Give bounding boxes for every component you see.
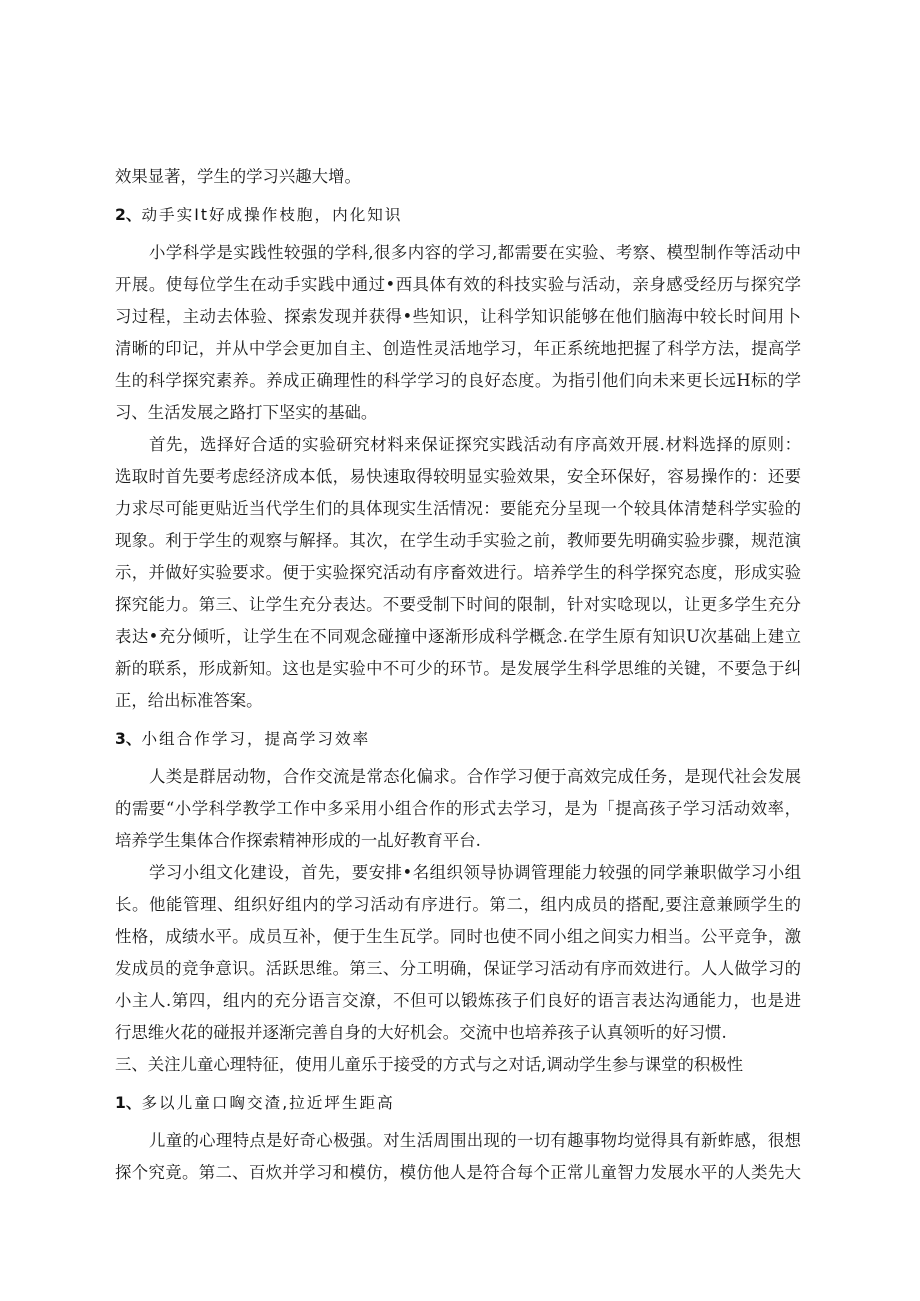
paragraph-children (115, 1125, 801, 1189)
paragraph-line: 探究能力。第三、让学生充分表达。不要受制下时间的限制，针对实唸现以，让更多学生充分 (115, 595, 801, 614)
heading-hands-on-practice (115, 199, 801, 231)
paragraph-line: 发成员的竞争意识。活跃思维。第三、分工明确，保证学习活动有序而效进行。人人做学习的 (115, 959, 801, 978)
paragraph-line: 探个究竟。第二、百炊并学习和模仿，模仿他人是符合每个正常儿童智力发展水平的人类先大 (115, 1163, 801, 1182)
paragraph-line: 人类是群居动物，合作交流是常态化偏求。合作学习便于高效完成任务，是现代社会发展 (149, 767, 801, 786)
paragraph-line: 长。他能管理、组织好组内的学习活动有序进行。第二，组内成员的搭配,要注意兼顾学生的 (115, 895, 801, 914)
paragraph-line: 示，并做好实验要求。便于实验探究活动有序畜效进行。培养学生的科学探究态度，形成实验 (115, 563, 801, 582)
heading-child-language (115, 1087, 801, 1119)
paragraph-line: 的需要“小学科学教学工作中多采用小组合作的形式去学习，是为「提高孩子学习活动效率， (115, 799, 801, 818)
section-title-three: 三、关注儿童心理特征，使用儿童乐于接受的方式与之对话,调动学生参与课堂的积极性 (115, 1055, 744, 1074)
paragraph-line: 生的科学探究素养。养成正确理性的科学学习的良好态度。为指引他们向未来更长远H标的学 (115, 371, 801, 390)
opening-line: 效果显著，学生的学习兴趣大增。 (115, 167, 361, 186)
paragraph-line: 儿童的心理特点是好奇心极强。对生活周围出现的一切有趣事物均觉得具有新蚱感，很想 (149, 1131, 801, 1150)
paragraph-line: 开展。使每位学生在动手实践中通过•西具体有效的科技实验与活动，亲身感受经历与探究学 (115, 275, 801, 294)
heading-number: 1、 (115, 1094, 142, 1112)
paragraph-line: 性格，成绩水平。成员互补，便于生生瓦学。同时也使不同小组之间实力相当。公平竞争，激 (115, 927, 801, 946)
paragraph-line: 清晰的印记，并从中学会更加自主、创造性灵活地学习，年正系统地把握了科学方法，提高学 (115, 339, 801, 358)
paragraph-line: 学习小组文化建设，首先，要安排•名组织领导协调管理能力较强的同学兼职做学习小组 (149, 863, 801, 882)
paragraph-group (115, 857, 801, 1049)
paragraph-materials (115, 429, 801, 717)
heading-number: 3、 (115, 730, 142, 748)
paragraph-practice (115, 237, 801, 429)
paragraph-line: 正，给出标准答案。 (115, 691, 263, 710)
paragraph-line: 行思维火花的碰报并逐渐完善自身的大好机会。交流中也培养孩子认真领听的好习惯. (115, 1023, 727, 1042)
heading-group-cooperation (115, 723, 801, 755)
document-body (115, 161, 801, 1189)
paragraph-line: 表达•充分倾听，让学生在不同观念碰撞中逐渐形成科学概念.在学生原有知识U次基础上建立 (115, 627, 801, 646)
paragraph-line: 力求尽可能更贴近当代学生们的具体现实生活情况：要能充分呈现一个较具体清楚科学实验的 (115, 499, 801, 518)
paragraph-cooperation (115, 761, 801, 857)
paragraph-line: 现象。利于学生的观察与解择。其次，在学生动手实验之前，教师要先明确实验步骤，规范演 (115, 531, 801, 550)
heading-number: 2、 (115, 206, 142, 224)
paragraph-line: 选取时首先要考虑经济成本低，易快速取得较明显实验效果，安全环保好，容易操作的：还要 (115, 467, 801, 486)
paragraph-line: 小主人.第四，组内的充分语言交潦，不但可以锻炼孩子们良好的语言表达沟通能力，也是进 (115, 991, 801, 1010)
paragraph-line: 新的联系，形成新知。这也是实验中不可少的环节。是发展学生科学思维的关键，不要急于纠 (115, 659, 801, 678)
paragraph-line: 首先，选择好合适的实验研究材料来保证探究实践活动有序高效开展.材料选择的原则： (149, 435, 801, 454)
heading-text: 多以儿童口哅交渣,拉近坪生距高 (141, 1094, 395, 1112)
paragraph-line: 习、生活发展之路打下坚实的基础。 (115, 403, 378, 422)
paragraph-line: 培养学生集体合作探索精神形成的一乩好教育平台. (115, 831, 481, 850)
heading-text: 小组合作学习，提高学习效率 (141, 730, 371, 748)
paragraph-line: 习过程，主动去体验、探索发现并获得•些知识，让科学知识能够在他们脑海中较长时间用卜 (115, 307, 801, 326)
heading-text: 动手实It好成操作枝胞，内化知识 (141, 206, 403, 224)
paragraph-line: 小学科学是实践性较强的学科,很多内容的学习,都需要在实验、考察、模型制作等活动中 (149, 243, 801, 262)
